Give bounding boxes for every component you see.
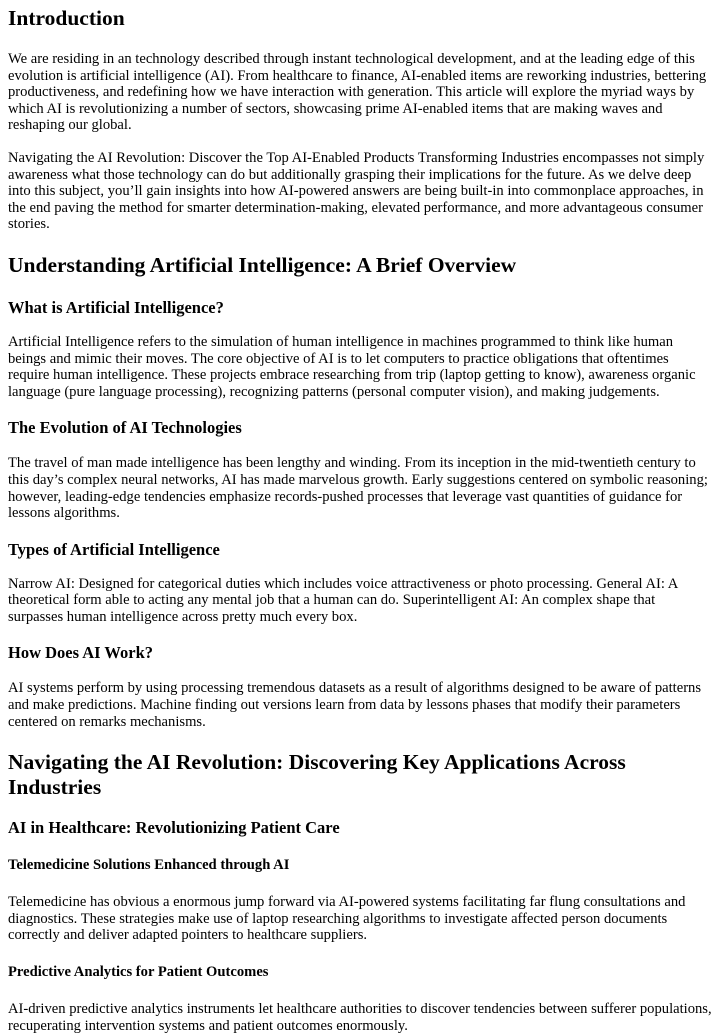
evolution-paragraph: The travel of man made intelligence has been lengthy and winding. From its inception in the mid-twentieth century to this day’s complex neural networks, AI has made marvelous growth. Early suggestions centered on symbolic reasoning; however, leading-edge tendencies emphasize records-pushed processes that leverage vast quantities of guidance for lessons algorithms. — [8, 455, 708, 522]
introduction-paragraph-2: Navigating the AI Revolution: Discover the Top AI-Enabled Products Transforming Industries encompasses not simply awareness what those technology can do but additionally grasping their implications for the future. As we delve deep into this subject, you’ll gain insights into how AI-powered answers are being built-in into commonplace approaches, in the end paving the method for smarter determination-making, elevated performance, and more advantageous consumer stories. — [8, 149, 705, 233]
predictive-analytics-heading: Predictive Analytics for Patient Outcomes — [8, 964, 269, 981]
types-of-ai-paragraph: Narrow AI: Designed for categorical duties which includes voice attractiveness or photo processing. General AI: A theoretical form able to acting any mental job that a human can do. Superintelligent AI: An complex shape that surpasses human intelligence across pretty much every box. — [8, 575, 678, 625]
navigating-ai-revolution-heading: Navigating the AI Revolution: Discovering Key Applications Across Industries — [8, 750, 626, 800]
telemedicine-heading: Telemedicine Solutions Enhanced through AI — [8, 857, 290, 874]
types-of-ai-heading: Types of Artificial Intelligence — [8, 539, 220, 559]
ai-in-healthcare-heading: AI in Healthcare: Revolutionizing Patient Care — [8, 818, 340, 838]
understanding-ai-heading: Understanding Artificial Intelligence: A Brief Overview — [8, 252, 517, 277]
how-ai-works-paragraph: AI systems perform by using processing tremendous datasets as a result of algorithms designed to be aware of patterns and make predictions. Machine finding out versions learn from data by lessons phases that modify their parameters centered on remarks mechanisms. — [8, 680, 702, 730]
what-is-ai-paragraph: Artificial Intelligence refers to the simulation of human intelligence in machines programmed to think like human beings and mimic their moves. The core objective of AI is to let computers to practice obligations that oftentimes require human intelligence. These projects embrace researching from trip (laptop getting to know), awareness organic language (pure language processing), recognizing patterns (personal computer vision), and making judgements. — [8, 333, 696, 400]
what-is-ai-heading: What is Artificial Intelligence? — [8, 297, 224, 317]
predictive-analytics-paragraph: AI-driven predictive analytics instruments let healthcare authorities to discover tendencies between sufferer populations, recuperating intervention systems and patient outcomes enormously. — [8, 1001, 712, 1034]
introduction-paragraph-1: We are residing in an technology described through instant technological development, and at the leading edge of this evolution is artificial intelligence (AI). From healthcare to finance, AI-enabled items are reworking industries, bettering productiveness, and redefining how we have interaction with generation. This article will explore the myriad ways by which AI is revolutionizing a number of sectors, showcasing prime AI-enabled items that are making waves and reshaping our global. — [8, 51, 707, 134]
introduction-heading: Introduction — [8, 6, 125, 30]
how-ai-works-heading: How Does AI Work? — [8, 643, 154, 663]
evolution-heading: The Evolution of AI Technologies — [8, 418, 242, 438]
telemedicine-paragraph: Telemedicine has obvious a enormous jump forward via AI-powered systems facilitating far flung consultations and diagnostics. These strategies make use of laptop researching algorithms to investigate affected person documents correctly and deliver adapted pointers to healthcare suppliers. — [8, 894, 686, 944]
article — [0, 6, 720, 1034]
